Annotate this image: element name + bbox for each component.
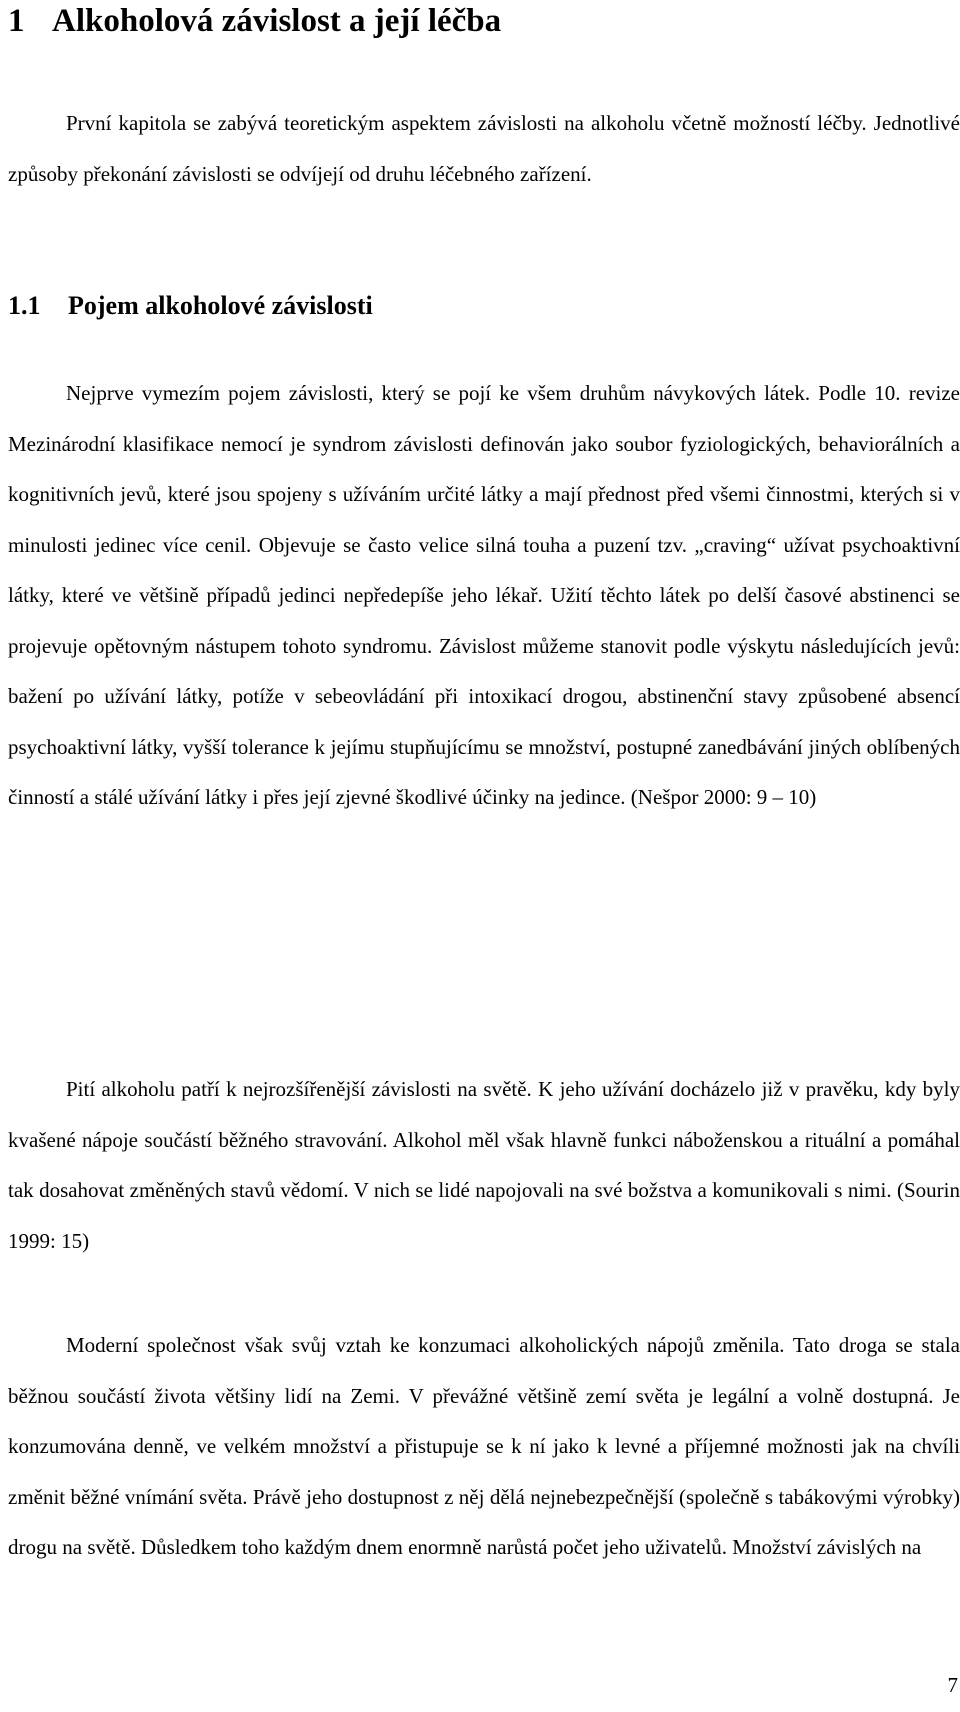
page-number: 7 bbox=[947, 1673, 958, 1697]
body-paragraph-3: Moderní společnost však svůj vztah ke konzumaci alkoholických nápojů změnila. Tato droga se stala běžnou součástí života většiny lidí na Zemi. V převážné většině zemí světa je legální a volně dostupná. Je konzumována denně, ve velkém množství a přistupuje se k ní jako k levné a příjemné možnosti jak na chvíli změnit běžné vnímání světa. Právě jeho dostupnost z něj dělá nejnebezpečnější (společně s tabákovými výrobky) drogu na světě. Důsledkem toho každým dnem enormně narůstá počet jeho uživatelů. Množství závislých na bbox=[8, 1333, 960, 1559]
body-paragraph-2: Pití alkoholu patří k nejrozšířenější závislosti na světě. K jeho užívání docházelo již v pravěku, kdy byly kvašené nápoje součástí běžného stravování. Alkohol měl však hlavně funkci náboženskou a rituální a pomáhal tak dosahovat změněných stavů vědomí. V nich se lidé napojovali na své božstva a komunikovali s nimi. (Sourin 1999: 15) bbox=[8, 1077, 960, 1253]
section-title: Pojem alkoholové závislosti bbox=[68, 291, 373, 320]
document-page bbox=[8, 0, 960, 1712]
section-heading bbox=[8, 290, 373, 322]
body-paragraph-1: Nejprve vymezím pojem závislosti, který se pojí ke všem druhům návykových látek. Podle 10. revize Mezinárodní klasifikace nemocí je syndrom závislosti definován jako soubor fyziologických, behaviorálních a kognitivních jevů, které jsou spojeny s užíváním určité látky a mají přednost před všemi činnostmi, kterých si v minulosti jedinec více cenil. Objevuje se často velice silná touha a puzení tzv. „craving“ užívat psychoaktivní látky, které ve většině případů jedinci nepředepíše jeho lékař. Užití těchto látek po delší časové abstinenci se projevuje opětovným nástupem tohoto syndromu. Závislost můžeme stanovit podle výskytu následujících jevů: bažení po užívání látky, potíže v sebeovládání při intoxikací drogou, abstinenční stavy způsobené absencí psychoaktivní látky, vyšší tolerance k jejímu stupňujícímu se množství, postupné zanedbávání jiných oblíbených činností a stálé užívání látky i přes její zjevné škodlivé účinky na jedince. (Nešpor 2000: 9 – 10) bbox=[8, 381, 960, 809]
chapter-title: Alkoholová závislost a její léčba bbox=[52, 3, 502, 39]
chapter-heading bbox=[8, 2, 501, 40]
intro-paragraph: První kapitola se zabývá teoretickým aspektem závislosti na alkoholu včetně možností léčby. Jednotlivé způsoby překonání závislosti se odvíjejí od druhu léčebného zařízení. bbox=[8, 111, 960, 186]
chapter-number: 1 bbox=[8, 3, 25, 39]
section-number: 1.1 bbox=[8, 291, 41, 320]
